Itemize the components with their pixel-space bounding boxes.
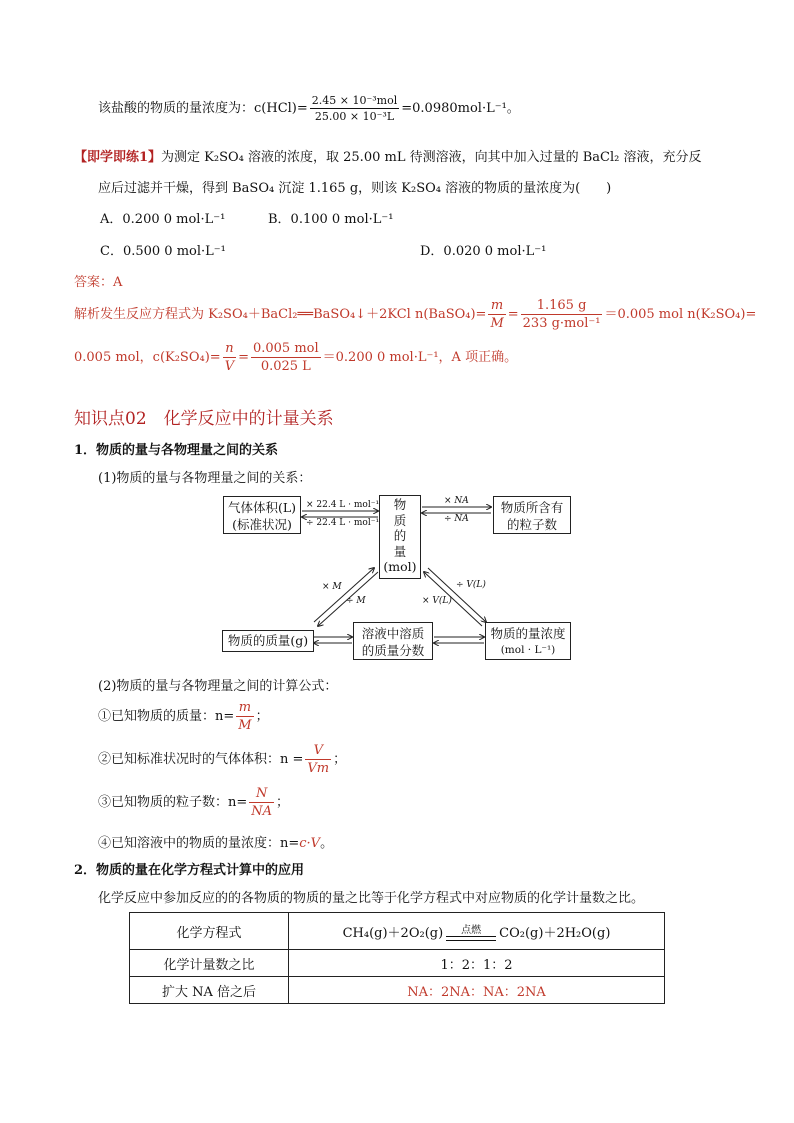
table-cell-value: 1：2：1：2 <box>289 950 665 977</box>
option-c: C．0.500 0 mol·L⁻¹ <box>100 244 226 259</box>
section-title: 知识点02 化学反应中的计量关系 <box>74 409 334 429</box>
formula-3-semicolon: ； <box>276 795 290 810</box>
formula-1-den: M <box>238 718 252 733</box>
analysis-l2-a: 0.005 mol，c(K₂SO₄)= <box>74 350 221 365</box>
conc-box-line-1: 物质的量浓度 <box>490 626 566 641</box>
table-cell-label: 化学计量数之比 <box>130 950 289 977</box>
mass-box: 物质的质量(g) <box>222 630 314 652</box>
analysis-frac-mM-num: m <box>488 298 505 315</box>
analysis-frac-vol-den: 0.025 L <box>260 359 311 374</box>
intro-prefix: 该盐酸的物质的量浓度为：c(HCl)= <box>98 101 308 116</box>
gas-box-line-2: (标准状况) <box>232 517 292 532</box>
analysis-eq-2: = <box>238 350 249 365</box>
analysis-l1-b: ＝0.005 mol n(K₂SO₄)= <box>604 307 757 322</box>
formula-2-den: Vm <box>307 761 330 776</box>
exercise-text-2: 应后过滤并干燥，得到 BaSO₄ 沉淀 1.165 g，则该 K₂SO₄ 溶液的物质的量浓度为( ) <box>98 181 612 196</box>
analysis-frac-mM-den: M <box>490 316 504 331</box>
label-times-na: × NA <box>444 496 469 506</box>
formula-1-text: ①已知物质的质量：n= <box>98 709 235 724</box>
particle-count-box <box>493 496 571 534</box>
gas-volume-box <box>223 496 301 534</box>
label-div-m: ÷ M <box>346 596 366 606</box>
analysis-frac-mass-den: 233 g·mol⁻¹ <box>522 316 601 331</box>
mass-fraction-box <box>353 622 433 660</box>
center-line-2: 质 <box>393 512 407 528</box>
table-cell-equation <box>289 913 665 950</box>
analysis-frac-nV-den: V <box>224 359 235 374</box>
molar-concentration-box <box>485 622 571 660</box>
analysis-eq: = <box>507 307 519 322</box>
arrow-mass-to-center <box>314 568 374 622</box>
amount-of-substance-box <box>379 495 421 579</box>
label-div-22-4: ÷ 22.4 L · mol⁻¹ <box>306 518 380 528</box>
equation-left: CH₄(g)＋2O₂(g) <box>342 925 444 941</box>
table-row <box>130 977 665 1004</box>
table-cell-label: 化学方程式 <box>130 913 289 950</box>
particle-box-line-1: 物质所含有 <box>500 500 564 515</box>
gas-box-line-1: 气体体积(L) <box>227 500 297 515</box>
table-cell-label: 扩大 NA 倍之后 <box>130 977 289 1004</box>
formula-4 <box>98 832 333 851</box>
formula-1-semicolon: ； <box>255 709 269 724</box>
formula-2 <box>98 743 346 776</box>
section-2-text: 化学反应中参加反应的的各物质的物质的量之比等于化学方程式中对应物质的化学计量数之比。 <box>98 891 645 906</box>
label-times-22-4: × 22.4 L · mol⁻¹ <box>306 500 380 510</box>
equation-right: CO₂(g)＋2H₂O(g) <box>499 925 611 941</box>
table-row <box>130 913 665 950</box>
label-times-m: × M <box>322 582 342 592</box>
formula-4-end: 。 <box>320 836 334 851</box>
condition-text: 点燃 <box>461 924 482 936</box>
conc-box-line-2: (mol · L⁻¹) <box>500 644 556 656</box>
exercise-text-1: 为测定 K₂SO₄ 溶液的浓度，取 25.00 mL 待测溶液，向其中加入过量的 BaCl₂ 溶液，充分反 <box>161 150 702 165</box>
fraction-box-line-2: 的质量分数 <box>361 643 425 658</box>
section-heading-1: 1．物质的量与各物理量之间的关系 <box>74 443 279 458</box>
analysis-frac-mass-num: 1.165 g <box>521 298 603 315</box>
formula-2-text: ②已知标准状况时的气体体积：n = <box>98 752 304 767</box>
center-line-4: 量 <box>393 543 407 559</box>
intro-fraction-den: 25.00 × 10⁻³L <box>314 110 395 123</box>
fraction-box-line-1: 溶液中溶质 <box>361 626 425 641</box>
formula-2-num: V <box>305 743 331 760</box>
option-b: B．0.100 0 mol·L⁻¹ <box>268 212 394 227</box>
formula-4-value: c·V <box>299 836 321 851</box>
analysis-frac-vol-num: 0.005 mol <box>252 341 319 356</box>
formula-3-text: ③已知物质的粒子数：n= <box>98 795 248 810</box>
formula-3-fraction <box>249 786 274 819</box>
intro-result: =0.0980mol·L⁻¹。 <box>401 101 520 116</box>
center-line-5: (mol) <box>383 559 417 574</box>
section-heading-2: 2．物质的量在化学方程式计算中的应用 <box>74 863 305 878</box>
center-line-3: 的 <box>393 528 407 543</box>
formula-3-num: N <box>249 786 274 803</box>
analysis-l2-b: ＝0.200 0 mol·L⁻¹，A 项正确。 <box>322 350 518 365</box>
exercise-tag: 【即学即练1】 <box>74 150 162 165</box>
answer: 答案：A <box>74 275 123 290</box>
analysis-l1-a: 解析发生反应方程式为 K₂SO₄＋BaCl₂══BaSO₄↓＋2KCl n(BaSO₄)= <box>74 307 487 322</box>
option-a: A．0.200 0 mol·L⁻¹ <box>100 212 226 227</box>
formula-2-semicolon: ； <box>333 752 347 767</box>
label-div-na: ÷ NA <box>444 514 469 524</box>
formula-2-fraction <box>305 743 331 776</box>
label-div-v: ÷ V(L) <box>456 580 486 590</box>
subheading-1: (1)物质的量与各物理量之间的关系： <box>98 471 312 486</box>
reaction-condition <box>446 926 496 941</box>
formula-1 <box>98 700 269 733</box>
table-cell-value: NA：2NA：NA：2NA <box>289 977 665 1004</box>
double-line <box>446 936 496 941</box>
equation-table <box>129 912 665 1004</box>
subheading-2: (2)物质的量与各物理量之间的计算公式： <box>98 679 338 694</box>
intro-fraction-num: 2.45 × 10⁻³mol <box>311 94 398 107</box>
center-line-1: 物 <box>393 497 407 512</box>
arrow-center-to-conc <box>428 568 486 622</box>
table-row <box>130 950 665 977</box>
option-d: D．0.020 0 mol·L⁻¹ <box>420 244 547 259</box>
formula-1-fraction <box>236 700 253 733</box>
label-times-v: × V(L) <box>422 596 452 606</box>
formula-1-num: m <box>236 700 253 717</box>
formula-3 <box>98 786 289 819</box>
formula-4-text: ④已知溶液中的物质的量浓度：n= <box>98 836 300 851</box>
particle-box-line-2: 的粒子数 <box>506 517 557 532</box>
formula-3-den: NA <box>251 804 273 819</box>
analysis-frac-nV-num: n <box>223 341 236 358</box>
